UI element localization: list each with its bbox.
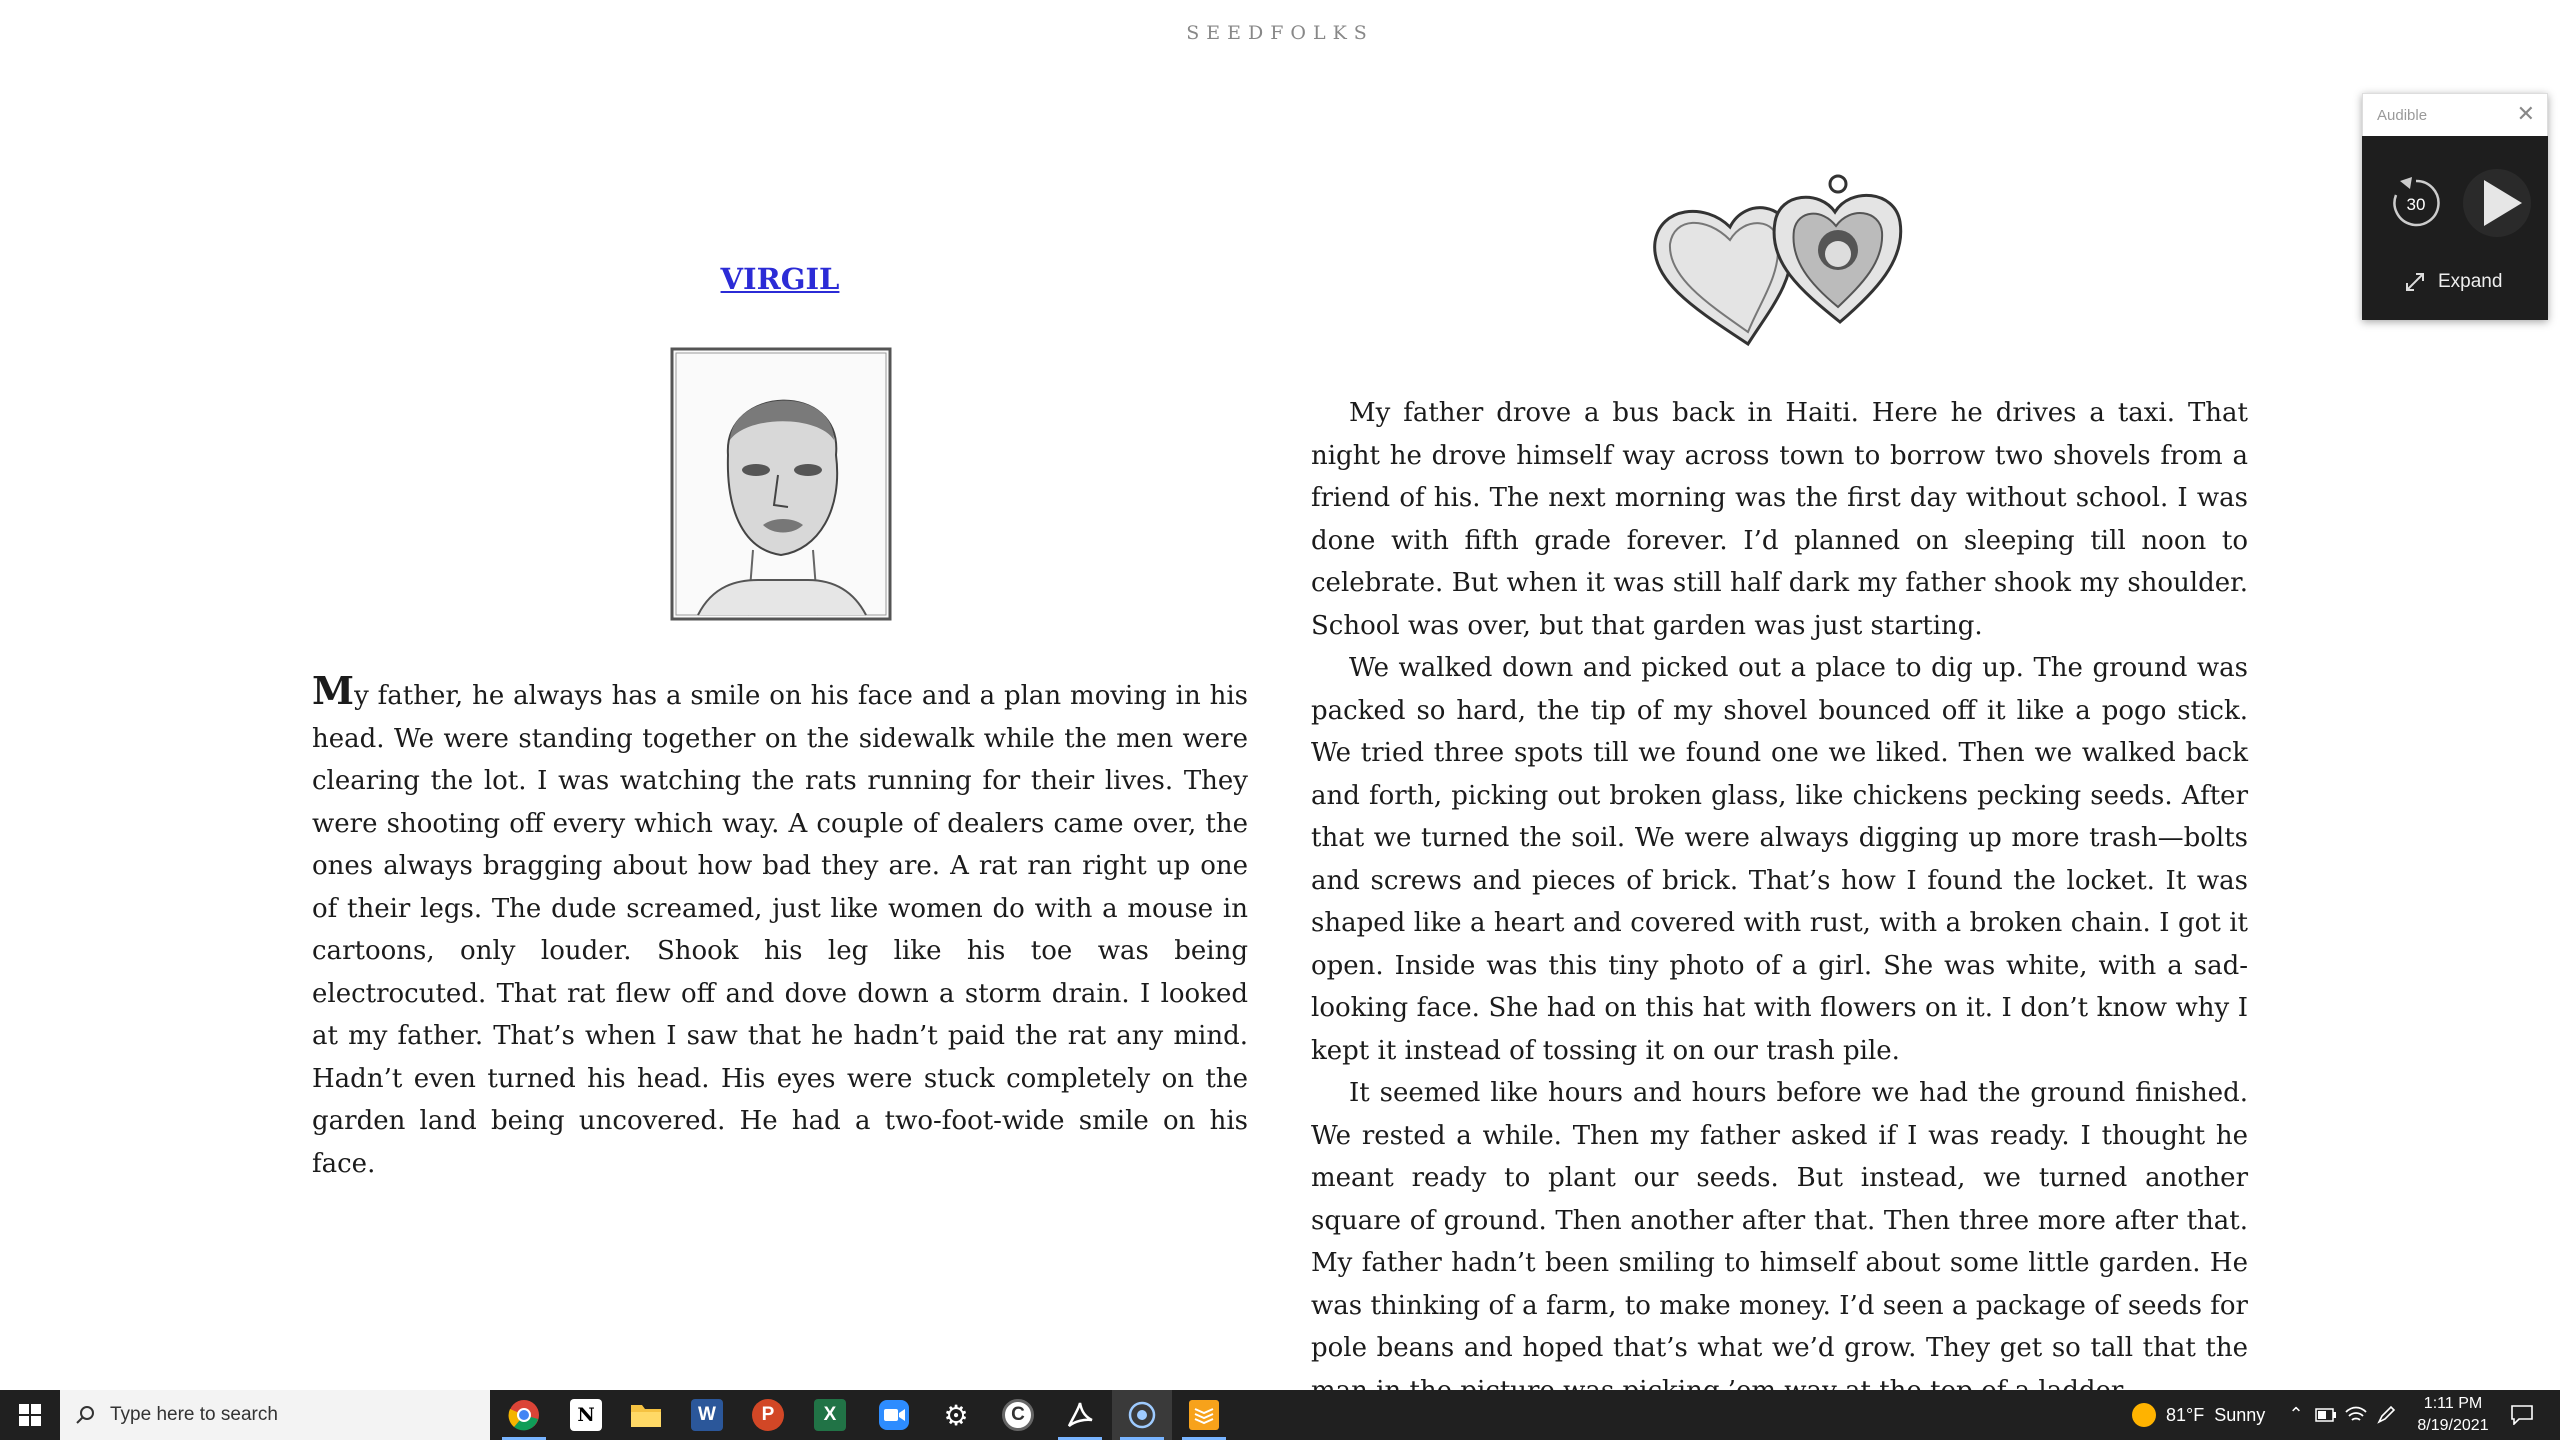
book-running-title: SEEDFOLKS <box>1186 22 1374 44</box>
portrait-illustration <box>668 345 894 623</box>
expand-label: Expand <box>2438 271 2503 292</box>
powerpoint-icon: P <box>752 1399 784 1431</box>
taskbar-chrome[interactable] <box>494 1390 554 1440</box>
kindle-icon <box>1188 1399 1220 1431</box>
taskbar-settings[interactable] <box>926 1390 986 1440</box>
system-clock[interactable] <box>2400 1393 2506 1437</box>
wifi-icon[interactable] <box>2344 1403 2368 1427</box>
taskbar-zoom[interactable] <box>864 1390 924 1440</box>
acrobat-icon <box>1065 1400 1095 1430</box>
pen-icon[interactable] <box>2374 1403 2398 1427</box>
taskbar-notion[interactable] <box>556 1390 616 1440</box>
notion-icon: N <box>570 1399 602 1431</box>
paragraph: My father drove a bus back in Haiti. Here he drives a taxi. That night he drove himself way across town to borrow two shovels from a friend of his. The next morning was the first day without school. I was done with fifth grade forever. I’d planned on sleeping till noon to celebrate. But when it was still half dark my father shook my shoulder. School was over, but that garden was just starting. <box>1311 398 2248 641</box>
rewind-30-icon <box>2388 175 2444 231</box>
locket-illustration <box>1640 172 1920 358</box>
skip-back-button[interactable] <box>2388 175 2444 231</box>
search-icon <box>76 1405 96 1425</box>
taskbar-kindle[interactable] <box>1174 1390 1234 1440</box>
taskbar-file-explorer[interactable] <box>616 1390 676 1440</box>
taskbar-powerpoint[interactable] <box>738 1390 798 1440</box>
folder-icon <box>630 1401 662 1429</box>
start-button[interactable] <box>0 1390 60 1440</box>
chapter-title-link[interactable]: VIRGIL <box>720 262 840 296</box>
sun-icon <box>2132 1403 2156 1427</box>
audible-title: Audible <box>2377 107 2428 124</box>
clock-time: 1:11 PM <box>2423 1395 2483 1412</box>
chevron-up-icon[interactable]: ⌃ <box>2288 1404 2304 1425</box>
expand-button[interactable] <box>2404 271 2502 293</box>
expand-icon <box>2404 271 2426 293</box>
search-placeholder: Type here to search <box>110 1404 278 1425</box>
notification-icon[interactable] <box>2510 1403 2534 1427</box>
excel-icon: X <box>814 1399 846 1431</box>
play-icon <box>2462 168 2532 238</box>
weather-temp: 81°F <box>2166 1404 2205 1425</box>
close-icon[interactable]: ✕ <box>2516 101 2535 126</box>
svg-text:30: 30 <box>2406 195 2426 214</box>
paragraph-text: y father, he always has a smile on his face and a plan moving in his head. We were standing together on the sidewalk while the men were clearing the lot. I was watching the rats running for their lives. They were shooting off every which way. A couple of dealers came over, the ones always bragging about how bad they are. A rat ran right up one of their legs. The dude screamed, just like women do with a mouse in cartoons, only louder. Shook his leg like his toe was being electrocuted. That rat flew off and dove down a storm drain. I looked at my father. That’s when I saw that he hadn’t paid the rat any mind. Hadn’t even turned his head. His eyes were stuck completely on the garden land being uncovered. He had a two-foot-wide smile on his face. <box>312 681 1248 1179</box>
weather-condition: Sunny <box>2214 1404 2266 1425</box>
zoom-icon <box>878 1399 910 1431</box>
taskbar-search-box[interactable] <box>60 1390 490 1440</box>
word-icon: W <box>691 1399 723 1431</box>
weather-widget[interactable] <box>2132 1390 2265 1440</box>
drop-cap: M <box>312 668 355 713</box>
battery-icon[interactable] <box>2314 1403 2338 1427</box>
c-app-icon: C <box>1002 1399 1034 1431</box>
taskbar-app-circle[interactable] <box>1112 1390 1172 1440</box>
windows-icon <box>19 1404 41 1426</box>
left-page-text <box>312 670 1248 1185</box>
taskbar-word[interactable] <box>677 1390 737 1440</box>
audible-title-bar[interactable] <box>2362 93 2548 136</box>
gear-icon: ⚙ <box>943 1398 969 1432</box>
paragraph: We walked down and picked out a place to dig up. The ground was packed so hard, the tip of my shovel bounced off it like a pogo stick. We tried three spots till we found one we liked. Then we walked back and forth, picking out broken glass, like chickens pecking seeds. After that we turned the soil. We were always digging up more trash—bolts and screws and pieces of brick. That’s how I found the locket. It was shaped like a heart and covered with rust, with a broken chain. I got it open. Inside was this tiny photo of a girl. She was white, with a sad-looking face. She had on this hat with flowers on it. I don’t know why I kept it instead of tossing it on our trash pile. <box>1311 653 2248 1066</box>
right-page-text <box>1311 392 2248 1412</box>
audible-mini-player <box>2362 93 2548 320</box>
taskbar-app-c[interactable] <box>988 1390 1048 1440</box>
clock-date: 8/19/2021 <box>2417 1417 2489 1434</box>
taskbar-acrobat[interactable] <box>1050 1390 1110 1440</box>
taskbar-excel[interactable] <box>800 1390 860 1440</box>
paragraph <box>312 670 1248 1185</box>
chrome-icon <box>508 1399 540 1431</box>
play-button[interactable] <box>2462 168 2532 238</box>
circle-app-icon <box>1127 1400 1157 1430</box>
taskbar <box>0 1390 2560 1440</box>
paragraph: It seemed like hours and hours before we had the ground finished. We rested a while. Then my father asked if I was ready. I thought he meant ready to plant our seeds. But instead, we turned another square of ground. Then another after that. Then three more after that. My father hadn’t been smiling to himself about some little garden. He was thinking of a farm, to make money. I’d seen a package of seeds for pole beans and hoped that’s what we’d grow. They get so tall that the <box>1311 1078 2248 1363</box>
